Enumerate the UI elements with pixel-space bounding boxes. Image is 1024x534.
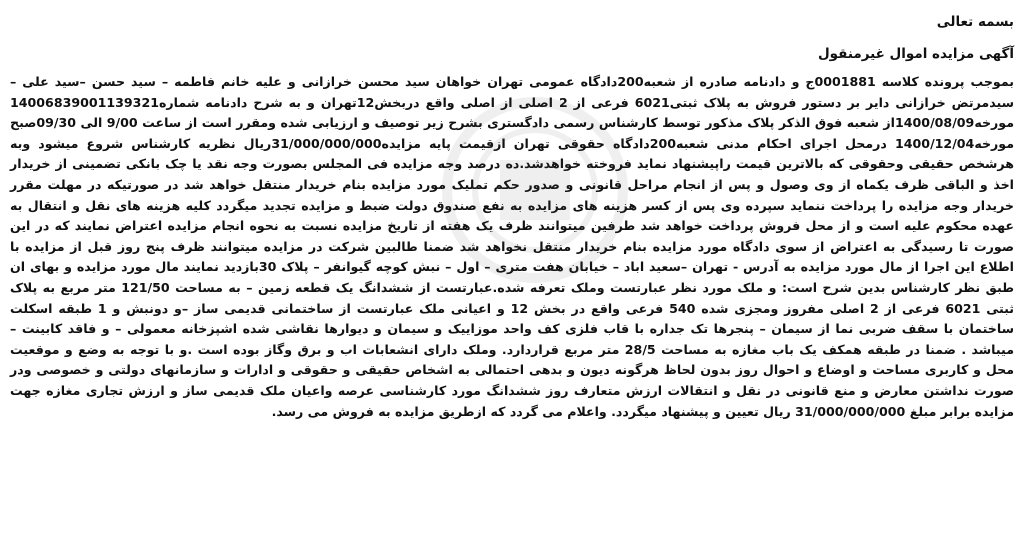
invocation-heading: بسمه تعالی xyxy=(936,14,1014,30)
notice-body: بموجب پرونده کلاسه 0001881ج و دادنامه صادره از شعبه200دادگاه عمومی تهران خواهان سید محسن خرازانی و علیه خانم فاطمه – سید حسن –سید علی – سیدمرتض خرازانی دایر بر دستور فروش به پلاک ثبتی6021 فرعی از 2 اصلی از اصلی واقع دربخش12تهران و به شرح دادنامه شماره14006839001139321 مورخه1400/08/09از شعبه فوق الذکر پلاک مذکور توسط کارشناس رسمی دادگستری بشرح زیر توصیف و ارزیابی شده ومقرر است از ساعت 9/00 الی 09/30صبح مورخه1400/12/04 درمحل اجرای احکام مدنی شعبه200دادگاه حقوقی تهران ازقیمت پایه مزایده31/000/000/000ریال نظریه کارشناس شروع میشود وبه هرشخص حقیقی وحقوقی که بالاترین قیمت راپیشنهاد نماید فروخته خواهدشد.ده درصد وجه مزایده فی المجلس بصورت وجه نقد یا چک بانکی تضمینی از خریدار اخذ و الباقی ظرف یکماه از وی وصول و پس از انجام مراحل قانونی و صدور حکم تملیک مورد مزایده بنام خریدار منتقل خواهد شد در صورتیکه در مهلت مقرر خریدار وجه مزایده را پرداخت ننماید سپرده وی پس از کسر هزینه های مزایده به نفع صندوق دولت ضبط و مزایده تجدید میگردد کلیه هزینه های نقل و انتقال به عهده محکوم علیه است و از محل فروش پرداخت خواهد شد طرفین میتوانند ظرف یک هفته از تاریخ مزایده نسبت به نحوه انجام مزایده اعتراض نمایند که در این صورت تا رسیدگی به اعتراض از سوی دادگاه مورد مزایده بنام خریدار منتقل نخواهد شد ضمنا طالبین شرکت در مزایده میتوانند ظرف پنج روز قبل از مزایده با اطلاع این اجرا از مال مورد مزایده به آدرس - تهران –سعید اباد – خیابان هفت متری – اول – نبش کوچه گیوانفر – پلاک 30بازدید نمایند مال مورد مزایده و بهای ان طبق نظر کارشناس بدین شرح است: و ملک مورد نظر عبارتست وملک تعرفه شده.عبارتست از ششدانگ یک قطعه زمین – به مساحت 121/50 متر مربع به پلاک ثبتی 6021 فرعی از 2 اصلی مفروز ومجزی شده 540 فرعی واقع در بخش 12 و اعیانی ملک عبارتست از ساختمانی قدیمی ساز –و دونبش و 1 طبقه اسکلت ساختمان با سقف ضربی نما از سیمان – پنجرها تک جداره با قاب فلزی کف واحد موزاییک و سیمان و دیوارها نقاشی شده اشپزخانه معمولی – و فاقد کابینت – میباشد . ضمنا در طبقه همکف یک باب مغازه به مساحت 28/5 متر مربع قراردارد. وملک دارای انشعابات اب و برق وگاز بوده است .و با توجه به وضع و موقعیت محل و کاربری مساحت و اوضاع و احوال روز بدون لحاظ هرگونه دیون و بدهی احتمالی به اشخاص حقیقی و حقوقی و ادارات و سازمانهای دولتی و خصوصی ودر صورت نداشتن معارض و منع قانونی در نقل و انتقالات ارزش متعارف روز ششدانگ مورد کارشناسی عرصه واعیان ملک قدیمی ساز و ارزش تجاری مغازه جهت مزایده برابر مبلغ 31/000/000/000 ریال تعیین و پیشنهاد میگردد. واعلام می گردد که ازطریق مزایده به فروش می رسد. xyxy=(10,74,1014,419)
notice-title: آگهی مزایده اموال غیرمنقول xyxy=(817,46,1014,62)
